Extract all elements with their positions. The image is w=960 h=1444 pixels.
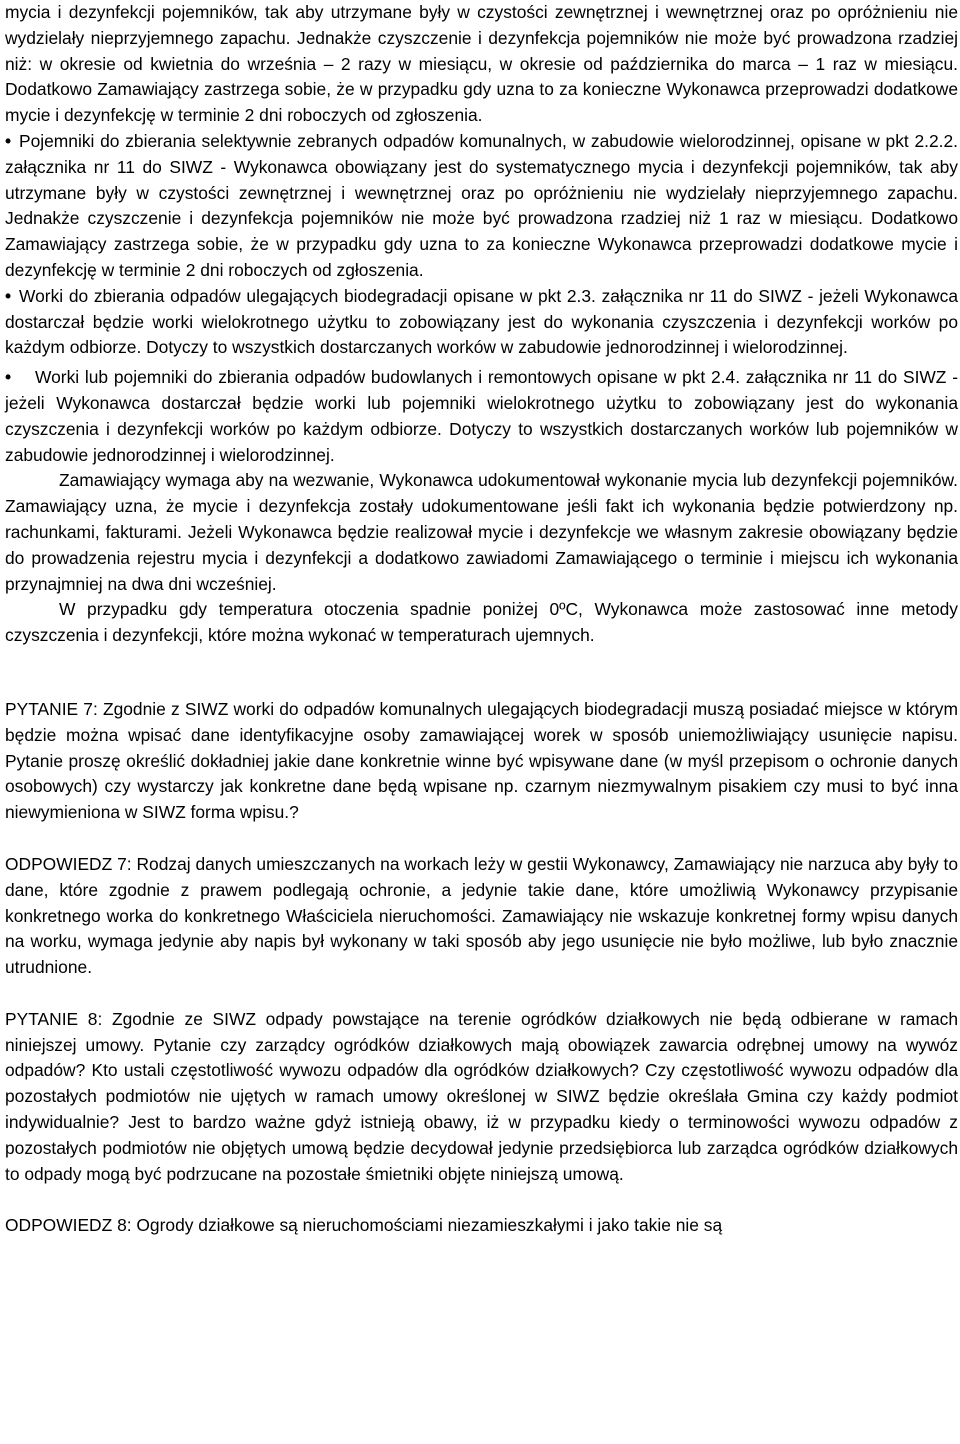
- question-8: PYTANIE 8: Zgodnie ze SIWZ odpady powstające na terenie ogródków działkowych nie będą odbierane w ramach niniejszej umowy. Pytanie czy zarządcy ogródków działkowych mają obowiązek zawarcia odrębnej umowy na wywóz odpadów? Kto ustali częstotliwość wywozu odpadów dla ogródków działkowych? Czy częstotliwość wywozu odpadów dla pozostałych podmiotów nie ujętych w ramach umowy określonej w SIWZ będzie określała Gmina czy każdy podmiot indywidualnie? Jest to bardzo ważne gdyż istnieją obawy, iż w przypadku kiedy o terminowości wywozu odpadów z pozostałych podmiotów nie objętych umową będzie decydował jedynie przedsiębiorca lub zarządca ogródków działkowych to odpady mogą być podrzucane na pozostałe śmietniki objęte niniejszą umową.: [5, 1008, 958, 1184]
- document-page: [5, 0, 958, 1239]
- paragraph-temperature: W przypadku gdy temperatura otoczenia spadnie poniżej 0ºC, Wykonawca może zastosować inne metody czyszczenia i dezynfekcji, które można wykonać w temperaturach ujemnych.: [5, 599, 958, 646]
- question-7: PYTANIE 7: Zgodnie z SIWZ worki do odpadów komunalnych ulegających biodegradacji muszą posiadać miejsce w którym będzie można wpisać dane identyfikacyjne osoby zamawiającej worek w sposób uniemożliwiający usunięcie napisu. Pytanie proszę określić dokładniej jakie dane konkretnie winne być wpisywane dane (w myśl przepisom o ochronie danych osobowych) czy wystarczy jak konkretne dane będą wpisane np. czarnym niezmywalnym pisakiem czy musi to być inna niewymieniona w SIWZ forma wpisu.?: [5, 698, 958, 823]
- bullet-multifamily-containers: • Pojemniki do zbierania selektywnie zebranych odpadów komunalnych, w zabudowie wielorodzinnej, opisane w pkt 2.2.2. załącznika nr 11 do SIWZ - Wykonawca obowiązany jest do systematycznego mycia i dezynfekcji pojemników, tak aby utrzymane były w czystości zewnętrznej i wewnętrznej oraz po opróżnieniu nie wydzielały nieprzyjemnego zapachu. Jednakże czyszczenie i dezynfekcja pojemników nie może być prowadzona rzadziej niż 1 raz w miesiącu. Dodatkowo Zamawiający zastrzega sobie, że w przypadku gdy uzna to za konieczne Wykonawca przeprowadzi dodatkowe mycie i dezynfekcję w terminie 2 dni roboczych od zgłoszenia.: [5, 129, 958, 284]
- paragraph-cleaning-containers: mycia i dezynfekcji pojemników, tak aby utrzymane były w czystości zewnętrznej i wewnętrznej oraz po opróżnieniu nie wydzielały nieprzyjemnego zapachu. Jednakże czyszczenie i dezynfekcja pojemników nie może być prowadzona rzadziej niż: w okresie od kwietnia do września – 2 razy w miesiącu, w okresie od października do marca – 1 raz w miesiącu. Dodatkowo Zamawiający zastrzega sobie, że w przypadku gdy uzna to za konieczne Wykonawca przeprowadzi dodatkowe mycie i dezynfekcję w terminie 2 dni roboczych od zgłoszenia.: [5, 2, 958, 126]
- answer-7: ODPOWIEDZ 7: Rodzaj danych umieszczanych na workach leży w gestii Wykonawcy, Zamawiający nie narzuca aby były to dane, które zgodnie z prawem podlegają ochronie, a jedynie takie dane, które umożliwią Wykonawcy przypisanie konkretnego worka do konkretnego Właściciela nieruchomości. Zamawiający nie wskazuje konkretnej formy wpisu danych na worku, wymaga jedynie aby napis był wykonany w taki sposób aby jego usunięcie nie było możliwe, lub było znacznie utrudnione.: [5, 853, 958, 978]
- answer-8: ODPOWIEDZ 8: Ogrody działkowe są nieruchomościami niezamieszkałymi i jako takie nie są: [5, 1215, 723, 1236]
- bullet-construction-waste: • Worki lub pojemniki do zbierania odpadów budowlanych i remontowych opisane w pkt 2.4. załącznika nr 11 do SIWZ - jeżeli Wykonawca dostarczał będzie worki lub pojemniki wielokrotnego użytku to zobowiązany jest do wykonania czyszczenia i dezynfekcji worków po każdym odbiorze. Dotyczy to wszystkich dostarczanych worków lub pojemników w zabudowie jednorodzinnej i wielorodzinnej.: [5, 365, 958, 468]
- paragraph-documentation: Zamawiający wymaga aby na wezwanie, Wykonawca udokumentował wykonanie mycia lub dezynfekcji pojemników. Zamawiający uzna, że mycie i dezynfekcja zostały udokumentowane jeśli fakt ich wykonania będzie potwierdzony np. rachunkami, fakturami. Jeżeli Wykonawca będzie realizował mycie i dezynfekcje we własnym zakresie obowiązany będzie do prowadzenia rejestru mycia i dezynfekcji a dodatkowo zawiadomi Zamawiającego o terminie i miejscu ich wykonania przynajmniej na dwa dni wcześniej.: [5, 470, 958, 594]
- bullet-biodegradable-bags: • Worki do zbierania odpadów ulegających biodegradacji opisane w pkt 2.3. załącznika nr 11 do SIWZ - jeżeli Wykonawca dostarczał będzie worki wielokrotnego użytku to zobowiązany jest do wykonania czyszczenia i dezynfekcji worków po każdym odbiorze. Dotyczy to wszystkich dostarczanych worków w zabudowie jednorodzinnej i wielorodzinnej.: [5, 284, 958, 361]
